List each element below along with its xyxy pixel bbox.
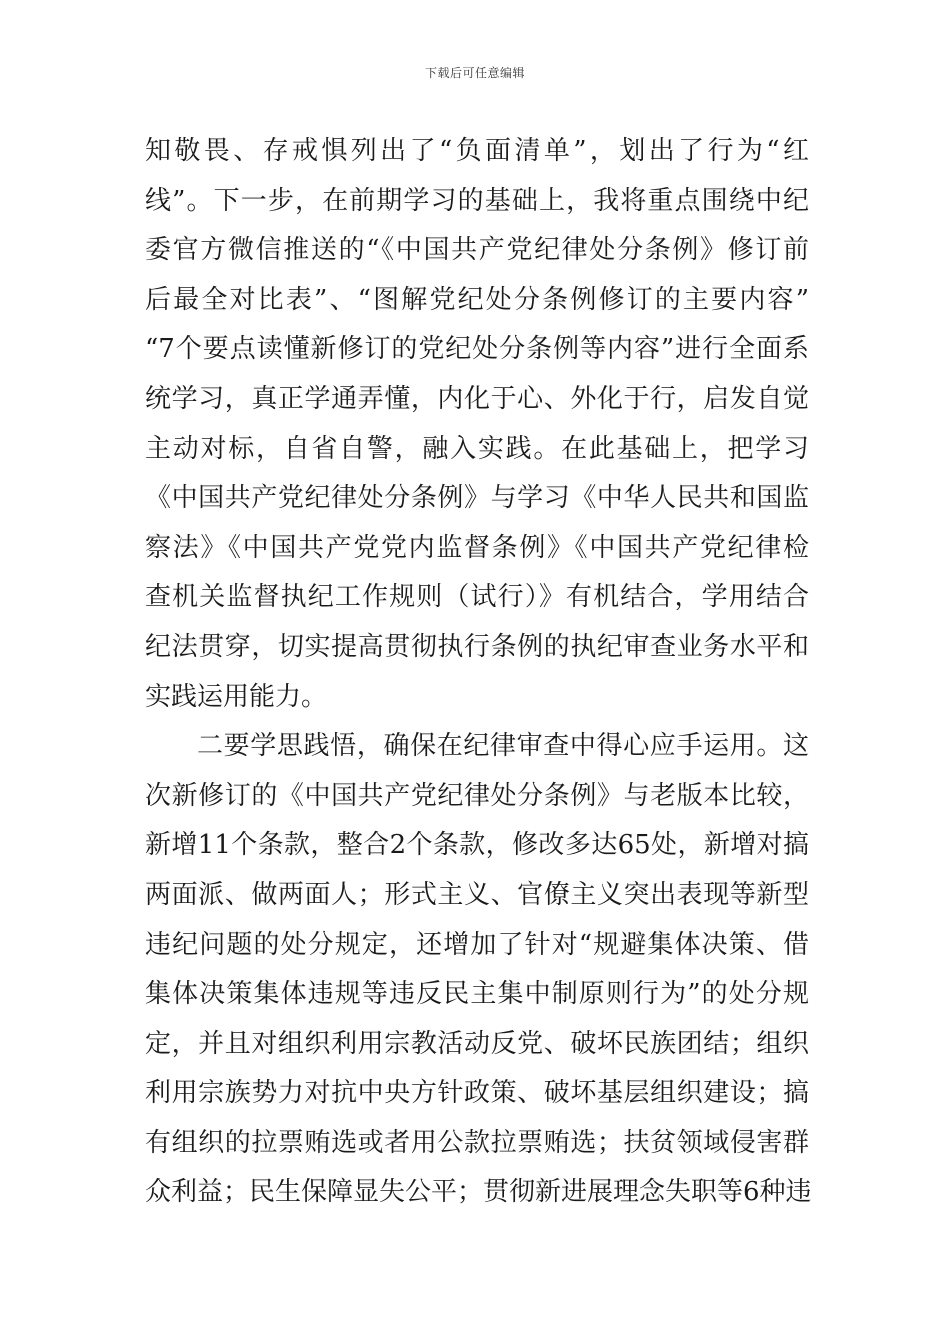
paragraph-line: 查机关监督执纪工作规则（试行）》有机结合，学用结合	[145, 582, 809, 613]
paragraph-2	[145, 722, 812, 1218]
paragraph-line: 新增11个条款，整合2个条款，修改多达65处，新增对搞	[145, 830, 809, 861]
paragraph-line: 定，并且对组织利用宗教活动反党、破坏民族团结；组织	[145, 1028, 809, 1059]
paragraph-line: 《中国共产党纪律处分条例》与学习《中华人民共和国监	[145, 483, 809, 514]
paragraph-line: 有组织的拉票贿选或者用公款拉票贿选；扶贫领域侵害群	[145, 1127, 809, 1158]
page-header: 下载后可任意编辑	[424, 66, 525, 80]
paragraph-line: 次新修订的《中国共产党纪律处分条例》与老版本比较，	[145, 780, 809, 811]
paragraph-line: 众利益；民生保障显失公平；贯彻新进展理念失职等6种违	[145, 1177, 812, 1208]
document-body	[145, 127, 812, 1218]
paragraph-line: 二要学思践悟，确保在纪律审查中得心应手运用。这	[197, 731, 809, 762]
paragraph-line: 统学习，真正学通弄懂，内化于心、外化于行，启发自觉	[145, 383, 809, 414]
paragraph-line: 察法》《中国共产党党内监督条例》《中国共产党纪律检	[145, 532, 809, 563]
paragraph-line: 委官方微信推送的“《中国共产党纪律处分条例》修订前	[145, 235, 809, 266]
paragraph-line: 主动对标，自省自警，融入实践。在此基础上，把学习	[145, 433, 809, 464]
paragraph-1	[145, 127, 809, 722]
paragraph-line: 集体决策集体违规等违反民主集中制原则行为”的处分规	[145, 979, 809, 1010]
paragraph-line: 实践运用能力。	[145, 681, 328, 712]
paragraph-line: “7个要点读懂新修订的党纪处分条例等内容”进行全面系	[145, 334, 809, 365]
paragraph-line: 纪法贯穿，切实提高贯彻执行条例的执纪审查业务水平和	[145, 631, 809, 662]
paragraph-line: 后最全对比表”、“图解党纪处分条例修订的主要内容”	[145, 284, 809, 315]
paragraph-line: 利用宗族势力对抗中央方针政策、破坏基层组织建设；搞	[145, 1078, 809, 1109]
paragraph-line: 线”。下一步，在前期学习的基础上，我将重点围绕中纪	[145, 185, 809, 216]
paragraph-line: 知敬畏、存戒惧列出了“负面清单”，划出了行为“红	[145, 136, 809, 166]
paragraph-line: 两面派、做两面人；形式主义、官僚主义突出表现等新型	[145, 879, 809, 910]
paragraph-line: 违纪问题的处分规定，还增加了针对“规避集体决策、借	[145, 929, 809, 960]
